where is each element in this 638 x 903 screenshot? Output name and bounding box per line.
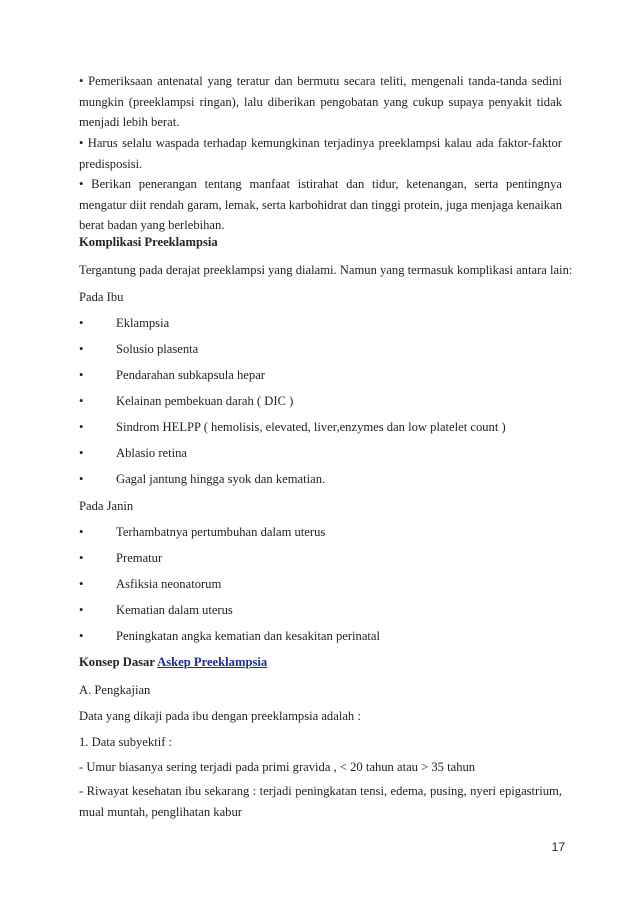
list-item-text: Kematian dalam uterus bbox=[116, 603, 233, 617]
umur-line: - Umur biasanya sering terjadi pada primi gravida , < 20 tahun atau > 35 tahun bbox=[79, 760, 476, 774]
askep-preeklampsia-link[interactable]: Askep Preeklampsia bbox=[157, 655, 268, 669]
list-item-text: Pendarahan subkapsula hepar bbox=[116, 368, 265, 382]
bullet-marker: • bbox=[79, 629, 84, 643]
list-item-text: Kelainan pembekuan darah ( DIC ) bbox=[116, 394, 294, 408]
bullet-marker: • bbox=[79, 577, 84, 591]
heading-konsep-dasar bbox=[79, 654, 562, 670]
bullet-marker: • bbox=[79, 342, 84, 356]
heading-komplikasi: Komplikasi Preeklampsia bbox=[79, 235, 218, 249]
bullet-marker: • bbox=[79, 472, 84, 486]
label-pada-ibu: Pada Ibu bbox=[79, 290, 124, 304]
riwayat-paragraph: - Riwayat kesehatan ibu sekarang : terjadi peningkatan tensi, edema, pusing, nyeri epigastrium, mual muntah, penglihatan kabur bbox=[79, 784, 562, 819]
bullet-marker: • bbox=[79, 316, 84, 330]
list-item-text: Sindrom HELPP ( hemolisis, elevated, liver,enzymes dan low platelet count ) bbox=[116, 420, 506, 434]
bullet-marker: • bbox=[79, 551, 84, 565]
list-item-text: Eklampsia bbox=[116, 316, 170, 330]
list-item-text: Solusio plasenta bbox=[116, 342, 199, 356]
paragraph-waspada: • Harus selalu waspada terhadap kemungkinan terjadinya preeklampsi kalau ada faktor-faktor predisposisi. bbox=[79, 136, 562, 171]
bullet-marker: • bbox=[79, 525, 84, 539]
bullet-marker: • bbox=[79, 394, 84, 408]
heading-konsep-prefix: Konsep Dasar bbox=[79, 655, 155, 669]
paragraph-pemeriksaan: • Pemeriksaan antenatal yang teratur dan bermutu secara teliti, mengenali tanda-tanda sedini mungkin (preeklampsi ringan), lalu diberikan pengobatan yang cukup supaya penyakit tidak menjadi lebih berat. bbox=[79, 74, 562, 129]
list-item-text: Peningkatan angka kematian dan kesakitan perinatal bbox=[116, 629, 381, 643]
list-item-text: Terhambatnya pertumbuhan dalam uterus bbox=[116, 525, 326, 539]
bullet-marker: • bbox=[79, 368, 84, 382]
bullet-marker: • bbox=[79, 420, 84, 434]
paragraph-penerangan: • Berikan penerangan tentang manfaat istirahat dan tidur, ketenangan, serta pentingnya mengatur diit rendah garam, lemak, serta karbohidrat dan tinggi protein, juga menjaga kenaikan berat badan yang berlebihan. bbox=[79, 177, 562, 232]
bullet-marker: • bbox=[79, 446, 84, 460]
bullet-marker: • bbox=[79, 603, 84, 617]
komplikasi-intro: Tergantung pada derajat preeklampsi yang dialami. Namun yang termasuk komplikasi antara lain: bbox=[79, 263, 573, 277]
list-item-text: Ablasio retina bbox=[116, 446, 187, 460]
list-item-text: Gagal jantung hingga syok dan kematian. bbox=[116, 472, 326, 486]
label-pada-janin: Pada Janin bbox=[79, 499, 134, 513]
list-item-text: Prematur bbox=[116, 551, 163, 565]
data-subyektif-label: 1. Data subyektif : bbox=[79, 735, 173, 749]
page-number: 17 bbox=[551, 840, 565, 854]
list-item-text: Asfiksia neonatorum bbox=[116, 577, 222, 591]
data-intro: Data yang dikaji pada ibu dengan preeklampsia adalah : bbox=[79, 709, 361, 723]
section-pengkajian: A. Pengkajian bbox=[79, 683, 151, 697]
